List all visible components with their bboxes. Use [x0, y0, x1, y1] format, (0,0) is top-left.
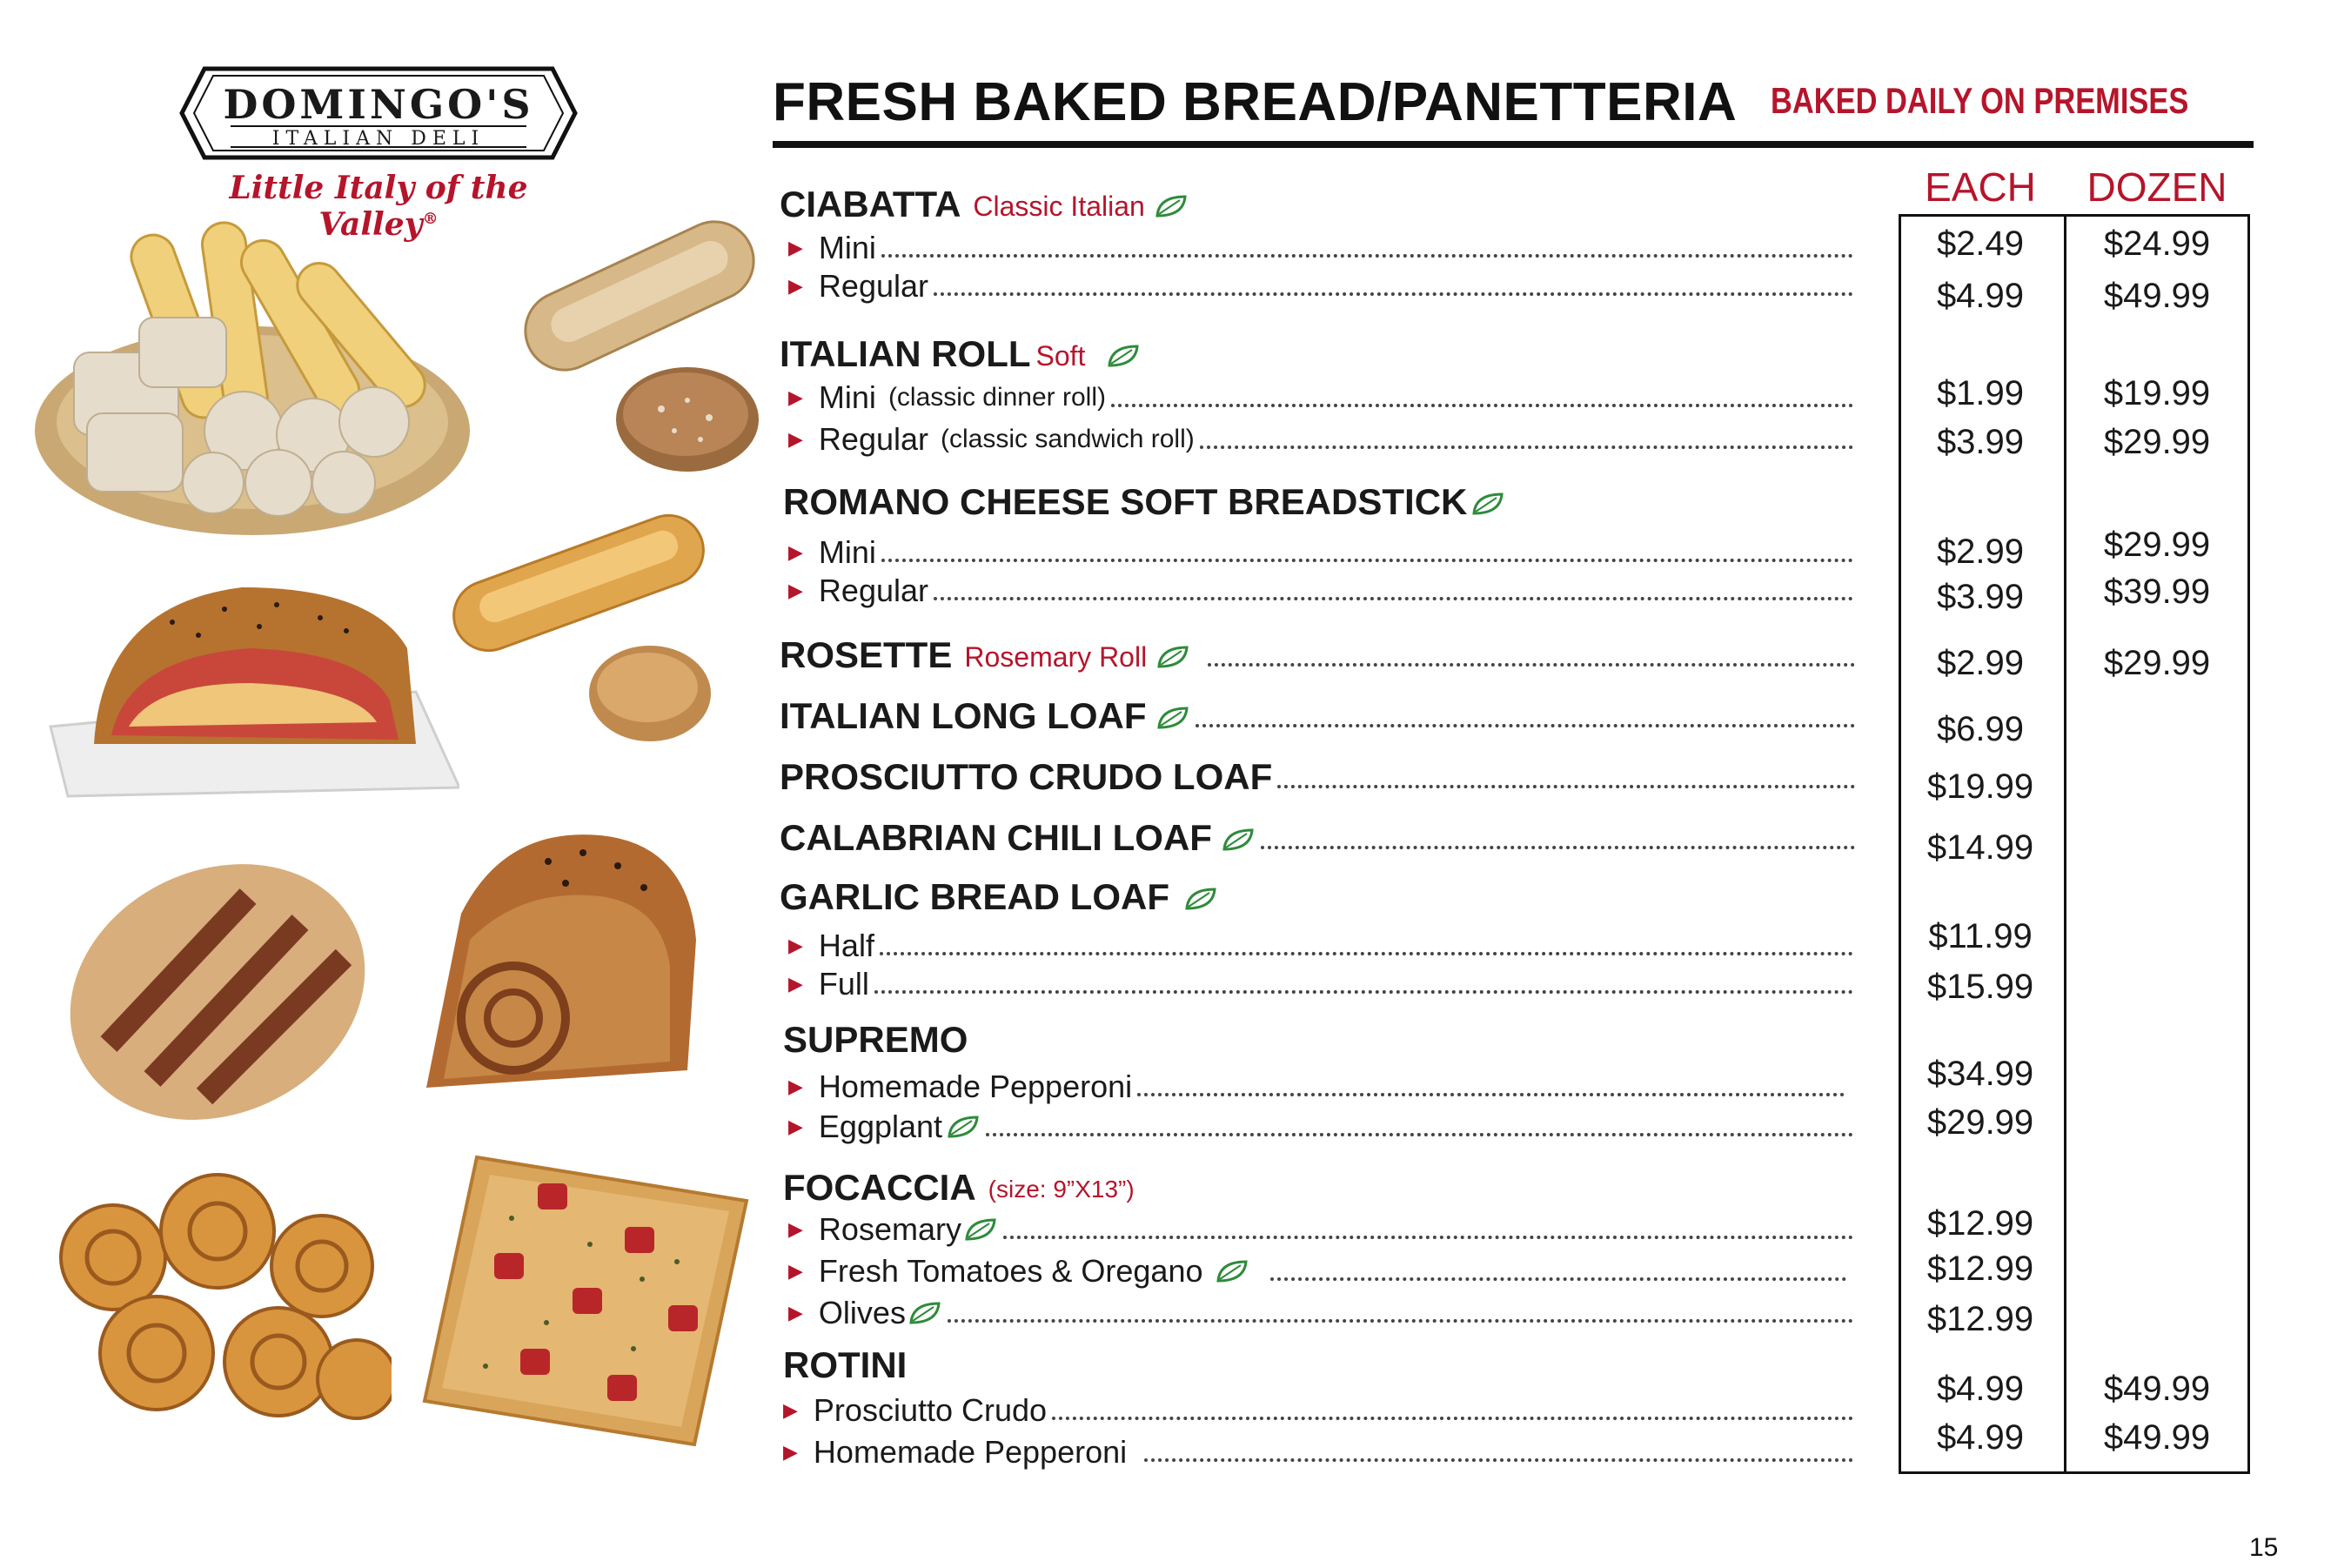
section-title: GARLIC BREAD LOAF: [780, 876, 1169, 917]
triangle-right-icon: ▶: [788, 1116, 803, 1137]
section-title: ROMANO CHEESE SOFT BREADSTICK: [783, 481, 1468, 522]
rosette-photo: [585, 640, 715, 748]
triangle-right-icon: ▶: [788, 580, 803, 601]
section-title: ITALIAN ROLL: [780, 333, 1031, 374]
list-item: ▶ Homemade Pepperoni: [783, 1429, 1857, 1472]
dot-leader: [1261, 846, 1855, 849]
price-dozen: $29.99: [2103, 644, 2211, 682]
section-italian-roll: [780, 332, 1859, 376]
bread-basket-photo: [26, 204, 479, 544]
dot-leader: [1277, 785, 1855, 788]
dot-leader: [1200, 446, 1853, 449]
prosciutto-loaf-photo: [57, 844, 378, 1131]
dot-leader: [1111, 404, 1853, 407]
section-supremo: [783, 1018, 1862, 1062]
page-number: 15: [2249, 1533, 2279, 1562]
price-dozen: $24.99: [2103, 224, 2211, 263]
leaf-icon: [1154, 193, 1189, 219]
section-long-loaf: [780, 694, 1859, 738]
price-each: $3.99: [1936, 578, 2025, 616]
section-focaccia: [783, 1166, 1862, 1210]
section-garlic-bread: [780, 875, 1859, 919]
list-item: ▶ Mini (classic dinner roll): [788, 374, 1857, 418]
triangle-right-icon: ▶: [788, 541, 803, 563]
section-prosciutto-loaf: [780, 755, 1859, 799]
leaf-icon: [946, 1114, 981, 1140]
price-each: $12.99: [1926, 1250, 2034, 1288]
dot-leader: [1052, 1417, 1853, 1420]
price-each: $4.99: [1936, 277, 2025, 315]
stromboli-plate-photo: [33, 570, 459, 805]
section-title: ROSETTE: [780, 634, 953, 675]
price-each: $34.99: [1926, 1055, 2034, 1093]
price-each: $14.99: [1926, 828, 2034, 867]
dot-leader: [1003, 1236, 1853, 1239]
section-title: CIABATTA: [780, 184, 961, 224]
list-item: ▶ Fresh Tomatoes & Oregano: [788, 1248, 1850, 1291]
leaf-icon: [1470, 491, 1505, 517]
logo: [178, 65, 579, 161]
price-each: $15.99: [1926, 968, 2034, 1006]
section-title: CALABRIAN CHILI LOAF: [780, 817, 1212, 858]
column-header-dozen: DOZEN: [2086, 164, 2227, 210]
list-item: ▶ Mini: [788, 224, 1857, 268]
price-each: $2.99: [1936, 644, 2025, 682]
pepperoni-loaf-photo: [409, 809, 718, 1118]
leaf-icon: [1106, 343, 1141, 369]
list-item: ▶ Regular: [788, 263, 1857, 306]
triangle-right-icon: ▶: [788, 386, 803, 408]
price-dozen: $29.99: [2103, 423, 2211, 461]
page-subtitle: BAKED DAILY ON PREMISES: [1771, 80, 2189, 121]
price-dozen: $49.99: [2103, 1370, 2211, 1408]
price-dozen: $39.99: [2103, 573, 2211, 611]
list-item: ▶ Regular: [788, 567, 1857, 611]
leaf-icon: [1221, 827, 1256, 853]
list-item: ▶ Prosciutto Crudo: [783, 1387, 1857, 1431]
dot-leader: [1144, 1458, 1853, 1462]
triangle-right-icon: ▶: [788, 1260, 803, 1282]
price-dozen: $49.99: [2103, 1418, 2211, 1457]
triangle-right-icon: ▶: [788, 1075, 803, 1097]
italian-roll-photo: [609, 357, 766, 479]
title-rule: [773, 141, 2254, 148]
leaf-icon: [1215, 1258, 1249, 1284]
leaf-icon: [963, 1216, 998, 1243]
section-rotini: [783, 1344, 1862, 1387]
section-title: ROTINI: [783, 1344, 908, 1385]
dot-leader: [881, 254, 1853, 258]
price-each: $2.99: [1936, 533, 2025, 571]
dot-leader: [1270, 1277, 1846, 1281]
price-each: $19.99: [1926, 767, 2034, 806]
price-each: $11.99: [1928, 917, 2033, 955]
triangle-right-icon: ▶: [788, 1302, 803, 1323]
list-item: ▶ Homemade Pepperoni: [788, 1063, 1848, 1107]
section-title: ITALIAN LONG LOAF: [780, 695, 1147, 736]
dot-leader: [1137, 1093, 1845, 1096]
price-each: $2.49: [1936, 224, 2025, 263]
price-each: $12.99: [1926, 1300, 2034, 1338]
section-note: (size: 9”X13”): [988, 1176, 1135, 1203]
section-breadstick: [783, 480, 1862, 524]
section-title: SUPREMO: [783, 1019, 968, 1060]
tagline: Little Italy of the Valley®: [229, 170, 528, 243]
price-dozen: $19.99: [2103, 374, 2211, 412]
price-dozen: $29.99: [2103, 526, 2211, 564]
triangle-right-icon: ▶: [788, 1218, 803, 1240]
focaccia-photo: [416, 1149, 755, 1449]
list-item: ▶ Eggplant: [788, 1103, 1857, 1147]
section-ciabatta: [780, 183, 1859, 226]
page-title: FRESH BAKED BREAD/PANETTERIA: [773, 72, 1738, 132]
breadstick-photo: [439, 496, 718, 661]
section-rosette: [780, 633, 1859, 677]
logo-name: DOMINGO'S: [223, 81, 534, 128]
leaf-icon: [908, 1300, 942, 1326]
list-item: ▶ Full: [788, 961, 1857, 1004]
rotini-photo: [44, 1162, 392, 1440]
dot-leader: [986, 1133, 1853, 1136]
triangle-right-icon: ▶: [788, 428, 803, 450]
section-note: Classic Italian: [973, 191, 1145, 222]
triangle-right-icon: ▶: [788, 973, 803, 995]
dot-leader: [874, 990, 1853, 994]
section-title: PROSCIUTTO CRUDO LOAF: [780, 756, 1273, 797]
leaf-icon: [1155, 644, 1190, 670]
list-item: ▶ Rosemary: [788, 1206, 1857, 1250]
list-item: ▶ Olives: [788, 1290, 1857, 1333]
price-each: $29.99: [1926, 1103, 2034, 1142]
triangle-right-icon: ▶: [788, 935, 803, 956]
section-note: Rosemary Roll: [964, 641, 1148, 673]
price-each: $3.99: [1936, 423, 2025, 461]
price-each: $4.99: [1936, 1418, 2025, 1457]
list-item: ▶ Half: [788, 922, 1857, 966]
list-item: ▶ Regular (classic sandwich roll): [788, 416, 1857, 459]
price-each: $6.99: [1936, 710, 2025, 748]
triangle-right-icon: ▶: [788, 275, 803, 297]
dot-leader: [1196, 724, 1856, 727]
dot-leader: [948, 1319, 1853, 1323]
dot-leader: [934, 597, 1853, 600]
dot-leader: [1208, 663, 1855, 667]
column-header-each: EACH: [1925, 164, 2036, 210]
price-each: $1.99: [1936, 374, 2025, 412]
section-note: Soft: [1035, 340, 1086, 372]
triangle-right-icon: ▶: [783, 1399, 798, 1421]
price-dozen: $49.99: [2103, 277, 2211, 315]
dot-leader: [934, 292, 1853, 296]
logo-subname: ITALIAN DELI: [271, 128, 486, 150]
section-title: FOCACCIA: [783, 1167, 976, 1208]
dot-leader: [880, 952, 1853, 955]
triangle-right-icon: ▶: [788, 237, 803, 258]
leaf-icon: [1183, 886, 1218, 912]
triangle-right-icon: ▶: [783, 1441, 798, 1463]
dot-leader: [881, 559, 1853, 562]
list-item: ▶ Mini: [788, 529, 1857, 573]
leaf-icon: [1155, 705, 1190, 731]
price-each: $12.99: [1926, 1204, 2034, 1243]
section-chili-loaf: [780, 816, 1859, 860]
price-each: $4.99: [1936, 1370, 2025, 1408]
